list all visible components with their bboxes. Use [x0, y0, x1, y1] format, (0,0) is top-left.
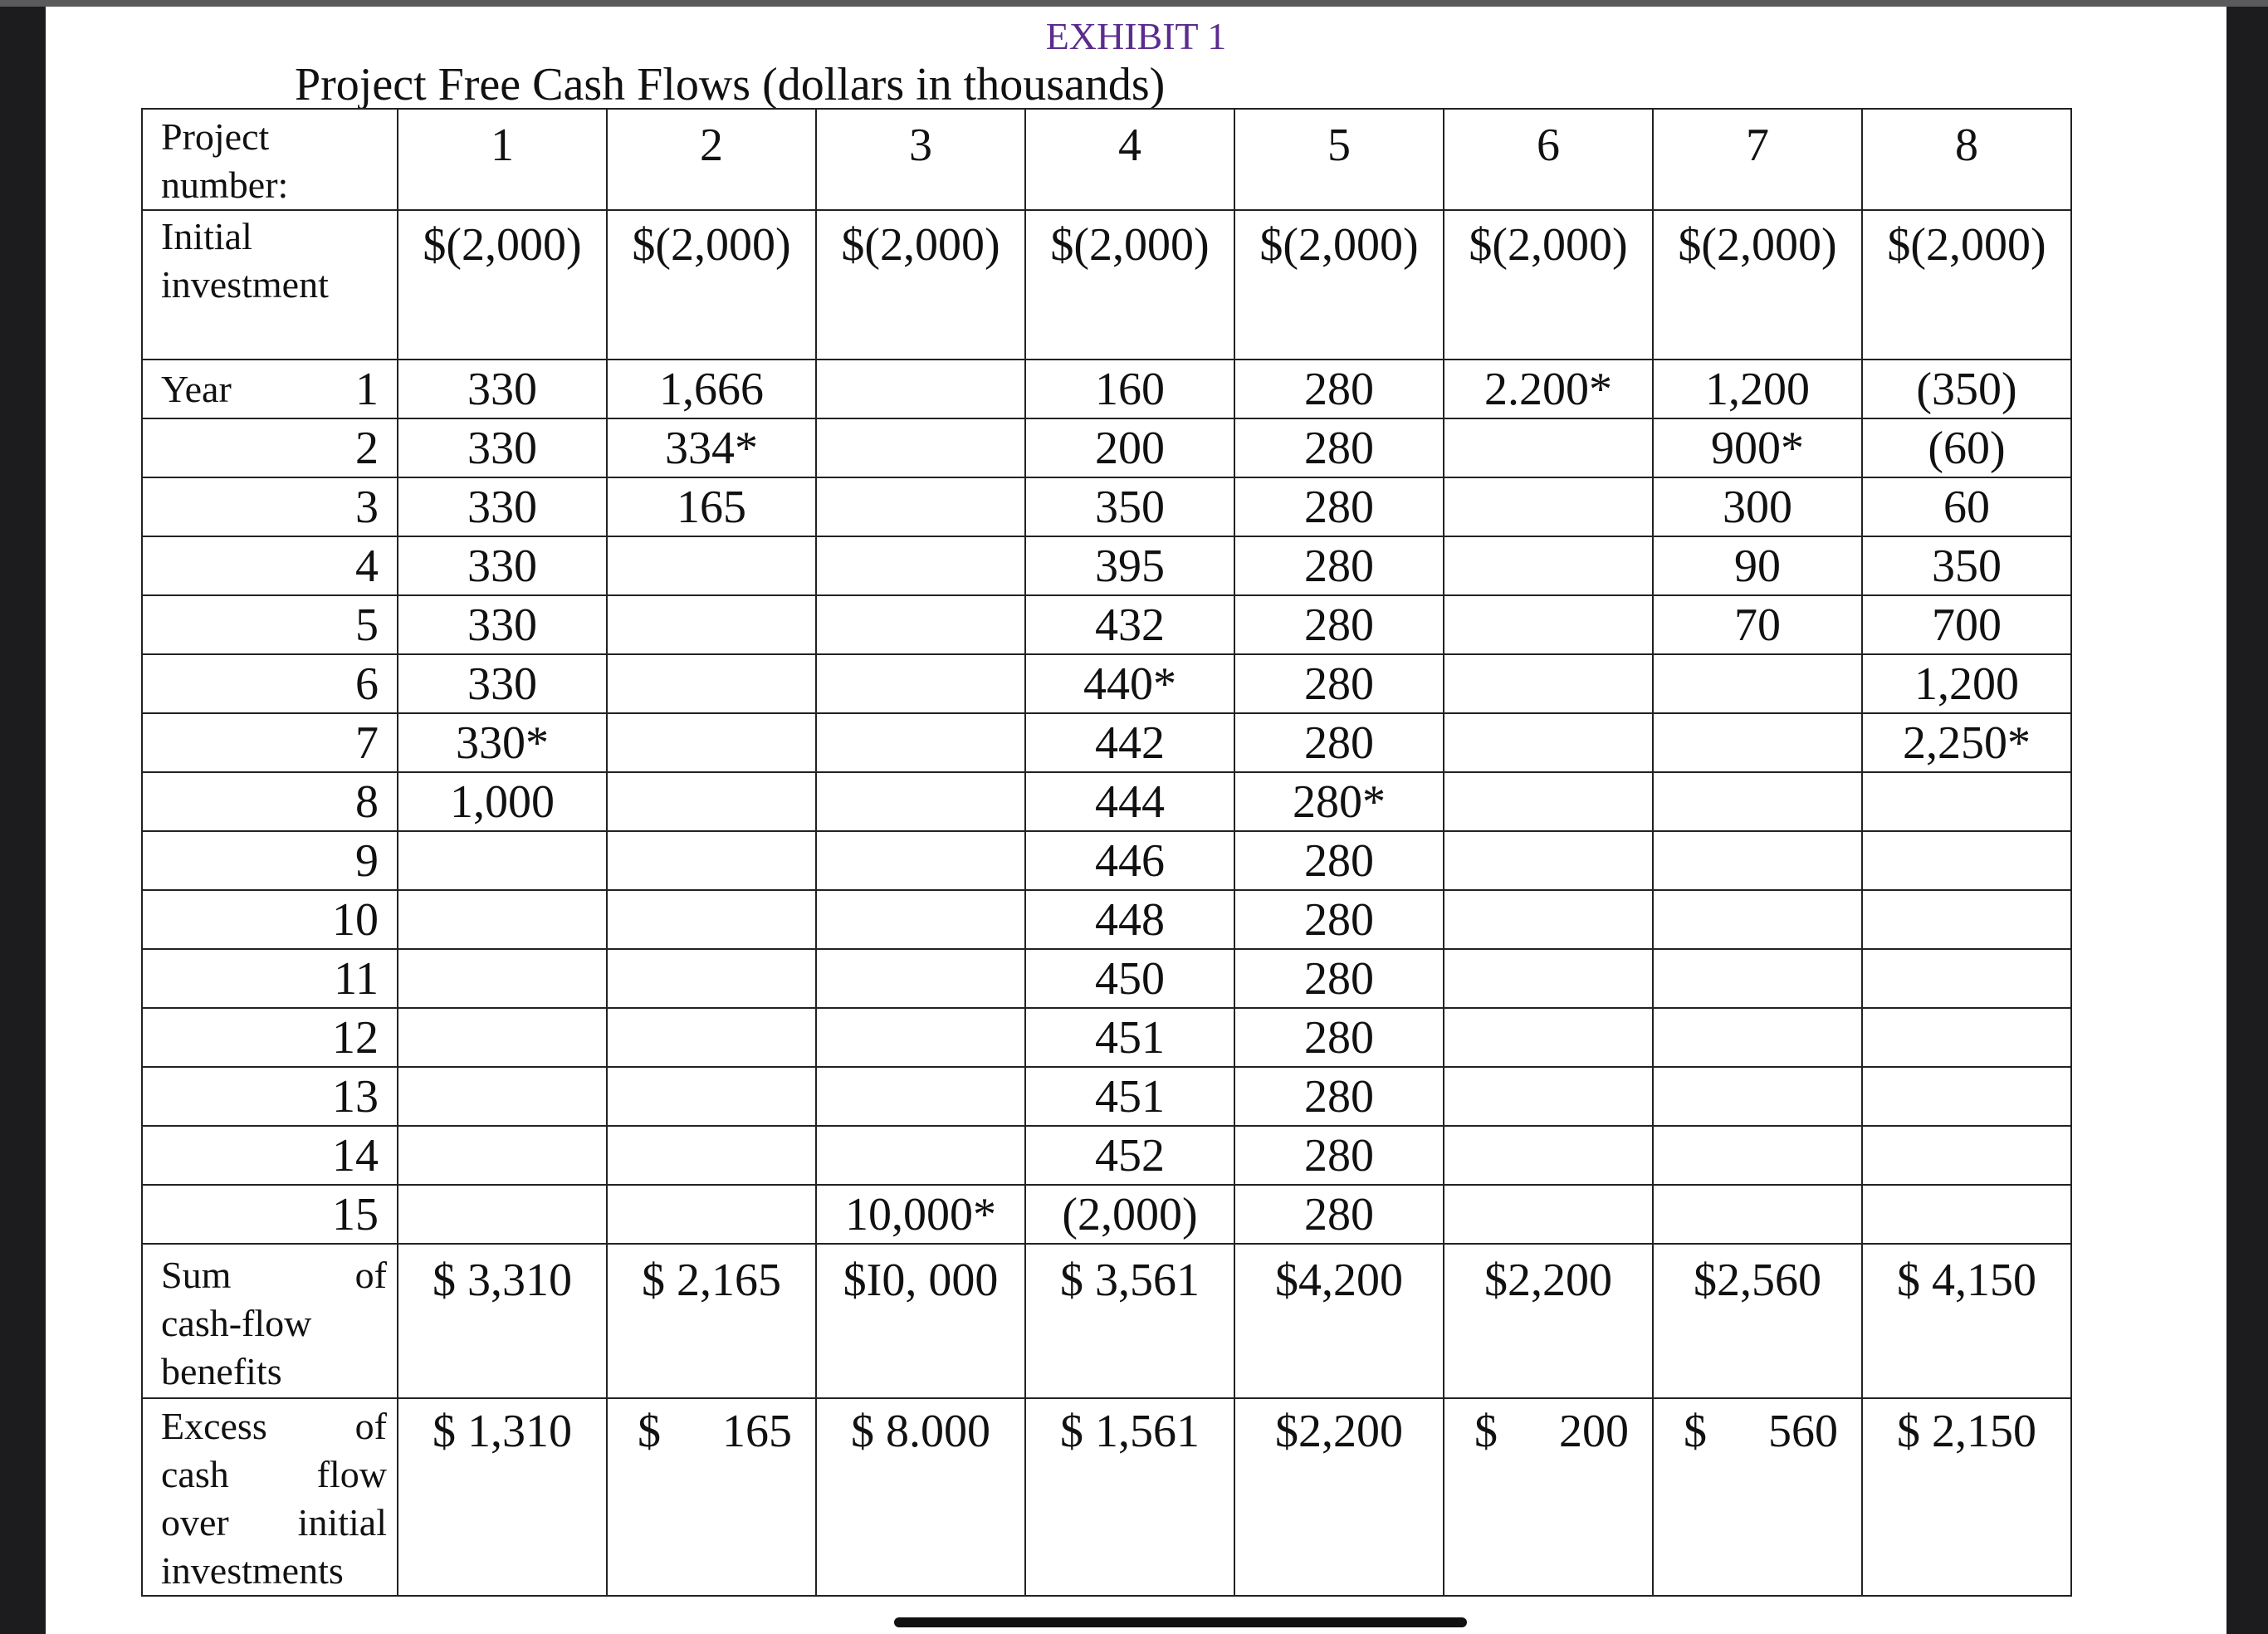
- cash-flow-cell: [1653, 713, 1862, 772]
- cash-flow-cell: 280: [1234, 595, 1444, 654]
- cash-flow-cell: 451: [1025, 1008, 1234, 1067]
- cash-flow-cell: 900*: [1653, 418, 1862, 477]
- window-top-strip: [0, 0, 2268, 7]
- excess-split: [1654, 1406, 1861, 1457]
- year-row: [142, 536, 2071, 595]
- cash-flow-cell: 395: [1025, 536, 1234, 595]
- cash-flow-cell: 330: [398, 418, 607, 477]
- cash-flow-cell: [607, 1126, 816, 1185]
- cash-flow-cell: [398, 831, 607, 890]
- cash-flow-cell: 1,200: [1862, 654, 2071, 713]
- cash-flow-cell: 280: [1234, 360, 1444, 418]
- cash-flow-cell: 446: [1025, 831, 1234, 890]
- year-row: [142, 1067, 2071, 1126]
- cash-flow-cell: 280: [1234, 1008, 1444, 1067]
- initial-investment-cell: $(2,000): [398, 210, 607, 360]
- year-number: 9: [142, 831, 398, 890]
- cash-flow-cell: [816, 536, 1025, 595]
- cash-flow-cell: [1862, 890, 2071, 949]
- cash-flow-cell: 280: [1234, 1067, 1444, 1126]
- cash-flow-cell: [1862, 1008, 2071, 1067]
- year-row: [142, 772, 2071, 831]
- project-number-cell: 6: [1444, 109, 1653, 210]
- cash-flow-cell: [1653, 831, 1862, 890]
- cash-flow-cell: 444: [1025, 772, 1234, 831]
- project-number-label: Project number:: [142, 109, 398, 210]
- cash-flow-cell: [607, 949, 816, 1008]
- cash-flow-cell: [816, 1126, 1025, 1185]
- year-row: [142, 1126, 2071, 1185]
- year-number: 3: [142, 477, 398, 536]
- excess-label-line: [161, 1402, 397, 1451]
- excess-cash-flow-label: [142, 1398, 398, 1596]
- year-number: 10: [142, 890, 398, 949]
- cash-flow-cell: 2.200*: [1444, 360, 1653, 418]
- excess-cash-flow-cell: $2,200: [1234, 1398, 1444, 1596]
- excess-label-word: flow: [316, 1453, 387, 1495]
- year-row: [142, 654, 2071, 713]
- cash-flow-cell: 280*: [1234, 772, 1444, 831]
- cash-flow-cell: 450: [1025, 949, 1234, 1008]
- sum-cash-flow-cell: $ 4,150: [1862, 1244, 2071, 1398]
- excess-cash-flow-cell: [1444, 1398, 1653, 1596]
- cash-flow-cell: [607, 595, 816, 654]
- table-title: Project Free Cash Flows (dollars in thousands): [295, 59, 1166, 110]
- year-row: [142, 890, 2071, 949]
- cash-flow-cell: [398, 1067, 607, 1126]
- cash-flow-cell: [816, 477, 1025, 536]
- year-number: 15: [142, 1185, 398, 1244]
- cash-flow-cell: [398, 1185, 607, 1244]
- currency-symbol: $: [1474, 1406, 1498, 1457]
- cash-flow-cell: [1444, 477, 1653, 536]
- cash-flow-cell: [1444, 713, 1653, 772]
- excess-label-word: Excess: [161, 1405, 267, 1447]
- sum-cash-flow-cell: $2,200: [1444, 1244, 1653, 1398]
- excess-split: [608, 1406, 815, 1457]
- project-number-row: [142, 109, 2071, 210]
- initial-investment-cell: $(2,000): [1653, 210, 1862, 360]
- excess-label-line: investments: [161, 1549, 344, 1592]
- cash-flow-cell: 90: [1653, 536, 1862, 595]
- cash-flow-cell: [816, 654, 1025, 713]
- cash-flow-cell: [1653, 1008, 1862, 1067]
- cash-flow-cell: [607, 890, 816, 949]
- sum-cash-flow-cell: $ 2,165: [607, 1244, 816, 1398]
- excess-split: [1444, 1406, 1652, 1457]
- excess-label-line: [161, 1499, 397, 1547]
- year-row: [142, 477, 2071, 536]
- year-label-wrap: [143, 364, 397, 415]
- excess-label-word: cash: [161, 1453, 229, 1495]
- cash-flow-cell: (350): [1862, 360, 2071, 418]
- project-number-cell: 1: [398, 109, 607, 210]
- cash-flow-cell: [607, 831, 816, 890]
- cash-flow-cell: 1,200: [1653, 360, 1862, 418]
- initial-investment-cell: $(2,000): [607, 210, 816, 360]
- cash-flow-cell: [398, 1008, 607, 1067]
- cash-flow-cell: 330: [398, 536, 607, 595]
- cash-flow-cell: [1444, 536, 1653, 595]
- sum-label-line: cash-flow: [161, 1302, 312, 1344]
- cash-flow-cell: [816, 949, 1025, 1008]
- cash-flow-cell: [1653, 1126, 1862, 1185]
- year-row: [142, 949, 2071, 1008]
- sum-cash-flow-label: [142, 1244, 398, 1398]
- cash-flow-cell: [816, 595, 1025, 654]
- cash-flow-cell: 448: [1025, 890, 1234, 949]
- cash-flow-cell: [1653, 1067, 1862, 1126]
- excess-label-line: [161, 1451, 397, 1499]
- sum-cash-flow-cell: $4,200: [1234, 1244, 1444, 1398]
- cash-flow-cell: 200: [1025, 418, 1234, 477]
- document-page: [46, 7, 2226, 1634]
- cash-flow-cell: [607, 1008, 816, 1067]
- sum-label-line: benefits: [161, 1350, 282, 1392]
- excess-cash-flow-cell: $ 1,561: [1025, 1398, 1234, 1596]
- sum-cash-flow-cell: $2,560: [1653, 1244, 1862, 1398]
- cash-flow-cell: 350: [1025, 477, 1234, 536]
- excess-label-word: initial: [297, 1501, 387, 1543]
- cash-flow-cell: 440*: [1025, 654, 1234, 713]
- cash-flow-cell: [816, 1067, 1025, 1126]
- cash-flow-cell: 330*: [398, 713, 607, 772]
- sum-cash-flow-row: [142, 1244, 2071, 1398]
- cash-flow-cell: [607, 1185, 816, 1244]
- excess-label-word: over: [161, 1501, 229, 1543]
- cash-flow-cell: [398, 890, 607, 949]
- cash-flow-cell: [816, 1008, 1025, 1067]
- cash-flow-cell: 280: [1234, 949, 1444, 1008]
- cash-flow-cell: [816, 418, 1025, 477]
- cash-flow-cell: [1444, 772, 1653, 831]
- cash-flow-cell: 1,000: [398, 772, 607, 831]
- cash-flow-cell: [1862, 1185, 2071, 1244]
- project-number-cell: 7: [1653, 109, 1862, 210]
- currency-symbol: $: [638, 1406, 661, 1457]
- year-row: [142, 360, 2071, 418]
- project-number-cell: 2: [607, 109, 816, 210]
- currency-symbol: $: [1684, 1406, 1707, 1457]
- cash-flow-cell: [1444, 1067, 1653, 1126]
- cash-flow-cell: [816, 713, 1025, 772]
- cash-flow-cell: [816, 360, 1025, 418]
- year-number: 14: [142, 1126, 398, 1185]
- cash-flow-cell: [607, 536, 816, 595]
- year-number: 13: [142, 1067, 398, 1126]
- year-number: 1: [355, 364, 379, 415]
- year-number: 12: [142, 1008, 398, 1067]
- cash-flow-cell: 280: [1234, 418, 1444, 477]
- cash-flow-cell: 165: [607, 477, 816, 536]
- year-row: [142, 418, 2071, 477]
- exhibit-label: EXHIBIT 1: [1045, 15, 1227, 57]
- cash-flow-cell: [1444, 1185, 1653, 1244]
- cash-flow-cell: 350: [1862, 536, 2071, 595]
- year-number: 6: [142, 654, 398, 713]
- year-label-cell: [142, 360, 398, 418]
- cash-flow-cell: [1653, 949, 1862, 1008]
- initial-investment-cell: $(2,000): [1234, 210, 1444, 360]
- home-indicator-bar: [894, 1617, 1467, 1627]
- year-row: [142, 831, 2071, 890]
- year-number: 11: [142, 949, 398, 1008]
- year-number: 5: [142, 595, 398, 654]
- cash-flow-cell: 280: [1234, 1126, 1444, 1185]
- cash-flow-cell: [1444, 831, 1653, 890]
- cash-flow-cell: [816, 831, 1025, 890]
- cash-flow-cell: [816, 890, 1025, 949]
- year-row: [142, 713, 2071, 772]
- cash-flow-cell: [1444, 890, 1653, 949]
- cash-flow-cell: 330: [398, 595, 607, 654]
- initial-investment-cell: $(2,000): [1862, 210, 2071, 360]
- year-number: 2: [142, 418, 398, 477]
- cash-flow-cell: [1653, 772, 1862, 831]
- cash-flow-cell: [1444, 1008, 1653, 1067]
- year-row: [142, 1185, 2071, 1244]
- project-number-cell: 4: [1025, 109, 1234, 210]
- cash-flow-cell: 60: [1862, 477, 2071, 536]
- excess-cash-flow-cell: [607, 1398, 816, 1596]
- excess-cash-flow-cell: $ 1,310: [398, 1398, 607, 1596]
- cash-flow-cell: [1653, 654, 1862, 713]
- cash-flow-cell: 300: [1653, 477, 1862, 536]
- cash-flow-cell: 451: [1025, 1067, 1234, 1126]
- cash-flow-cell: 330: [398, 654, 607, 713]
- cash-flow-cell: [1444, 1126, 1653, 1185]
- initial-investment-cell: $(2,000): [1444, 210, 1653, 360]
- cash-flow-cell: 280: [1234, 831, 1444, 890]
- cash-flow-cell: 432: [1025, 595, 1234, 654]
- cash-flow-cell: 280: [1234, 713, 1444, 772]
- project-number-cell: 3: [816, 109, 1025, 210]
- cash-flow-cell: (2,000): [1025, 1185, 1234, 1244]
- excess-label-word: of: [354, 1405, 387, 1447]
- sum-label-line: [161, 1251, 397, 1299]
- cash-flow-cell: 280: [1234, 536, 1444, 595]
- cash-flow-cell: [1444, 654, 1653, 713]
- cash-flow-cell: 330: [398, 360, 607, 418]
- cash-flow-cell: [1862, 949, 2071, 1008]
- cash-flow-cell: 10,000*: [816, 1185, 1025, 1244]
- cash-flow-cell: 2,250*: [1862, 713, 2071, 772]
- cash-flow-cell: (60): [1862, 418, 2071, 477]
- cash-flow-cell: [1653, 1185, 1862, 1244]
- cash-flow-cell: [607, 1067, 816, 1126]
- cash-flow-cell: [1862, 1067, 2071, 1126]
- cash-flow-cell: 70: [1653, 595, 1862, 654]
- cash-flow-cell: 330: [398, 477, 607, 536]
- cash-flow-cell: 442: [1025, 713, 1234, 772]
- cash-flow-cell: 280: [1234, 477, 1444, 536]
- excess-cash-flow-cell: [1653, 1398, 1862, 1596]
- cash-flow-cell: [1444, 595, 1653, 654]
- cash-flow-cell: [607, 654, 816, 713]
- excess-amount: 200: [1559, 1406, 1629, 1457]
- year-number: 7: [142, 713, 398, 772]
- sum-cash-flow-cell: $ 3,310: [398, 1244, 607, 1398]
- excess-cash-flow-row: [142, 1398, 2071, 1596]
- cash-flow-cell: [1653, 890, 1862, 949]
- sum-cash-flow-cell: $I0, 000: [816, 1244, 1025, 1398]
- project-number-cell: 8: [1862, 109, 2071, 210]
- initial-investment-label: Initial investment: [142, 210, 398, 360]
- excess-cash-flow-cell: $ 8.000: [816, 1398, 1025, 1596]
- cash-flow-cell: 1,666: [607, 360, 816, 418]
- year-number: 4: [142, 536, 398, 595]
- year-row: [142, 595, 2071, 654]
- cash-flow-cell: [398, 949, 607, 1008]
- initial-investment-cell: $(2,000): [1025, 210, 1234, 360]
- cash-flow-cell: [1444, 418, 1653, 477]
- excess-cash-flow-cell: $ 2,150: [1862, 1398, 2071, 1596]
- excess-amount: 560: [1768, 1406, 1838, 1457]
- cash-flow-cell: [607, 713, 816, 772]
- initial-investment-row: [142, 210, 2071, 360]
- cash-flow-table: [141, 108, 2072, 1597]
- sum-cash-flow-cell: $ 3,561: [1025, 1244, 1234, 1398]
- cash-flow-cell: [607, 772, 816, 831]
- year-row: [142, 1008, 2071, 1067]
- sum-label-word: of: [354, 1254, 387, 1296]
- cash-flow-cell: 700: [1862, 595, 2071, 654]
- cash-flow-cell: [398, 1126, 607, 1185]
- cash-flow-cell: 280: [1234, 654, 1444, 713]
- cash-flow-cell: 452: [1025, 1126, 1234, 1185]
- cash-flow-cell: [816, 772, 1025, 831]
- cash-flow-cell: [1862, 1126, 2071, 1185]
- cash-flow-cell: [1444, 949, 1653, 1008]
- cash-flow-cell: [1862, 772, 2071, 831]
- initial-investment-cell: $(2,000): [816, 210, 1025, 360]
- cash-flow-cell: [1862, 831, 2071, 890]
- cash-flow-cell: 280: [1234, 1185, 1444, 1244]
- year-word: Year: [161, 368, 232, 410]
- excess-amount: 165: [722, 1406, 792, 1457]
- cash-flow-cell: 334*: [607, 418, 816, 477]
- year-number: 8: [142, 772, 398, 831]
- cash-flow-cell: 160: [1025, 360, 1234, 418]
- sum-label-word: Sum: [161, 1254, 232, 1296]
- project-number-cell: 5: [1234, 109, 1444, 210]
- cash-flow-cell: 280: [1234, 890, 1444, 949]
